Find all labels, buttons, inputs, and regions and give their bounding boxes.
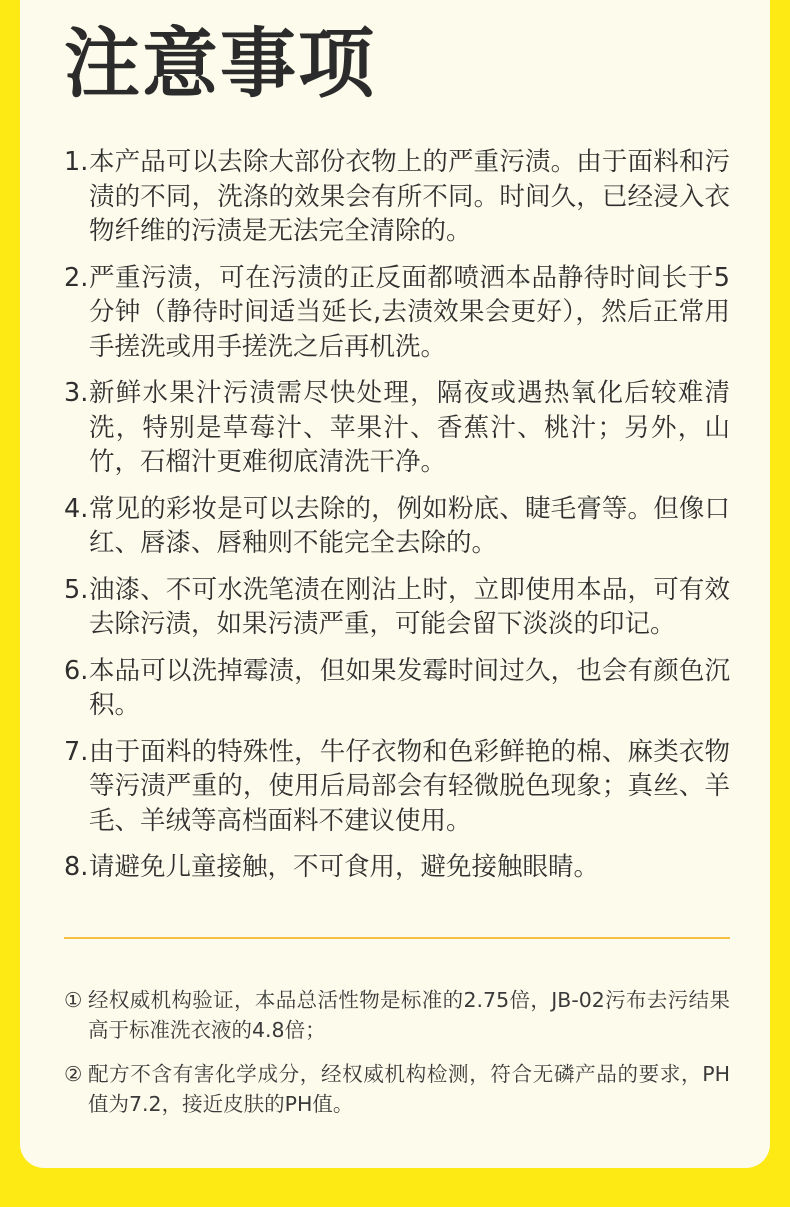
note-text: 本产品可以去除大部份衣物上的严重污渍。由于面料和污渍的不同，洗涤的效果会有所不同。时间久，已经浸入衣物纤维的污渍是无法完全清除的。 xyxy=(89,147,730,246)
notes-list xyxy=(64,145,730,897)
footnote-item xyxy=(64,985,730,1045)
note-number: 2. xyxy=(64,262,89,293)
note-text: 本品可以洗掉霉渍，但如果发霉时间过久，也会有颜色沉积。 xyxy=(89,655,730,720)
note-item xyxy=(64,654,730,723)
note-number: 6. xyxy=(64,655,89,686)
footnote-text: 经权威机构验证，本品总活性物是标准的2.75倍，JB-02污布去污结果高于标准洗衣液的4.8倍； xyxy=(88,988,730,1042)
note-number: 1. xyxy=(64,147,89,177)
note-number: 8. xyxy=(64,852,89,882)
note-text: 新鲜水果汁污渍需尽快处理，隔夜或遇热氧化后较难清洗，特别是草莓汁、苹果汁、香蕉汁、桃汁；另外，山竹，石榴汁更难彻底清洗干净。 xyxy=(89,378,730,477)
note-text: 油漆、不可水洗笔渍在刚沾上时，立即使用本品，可有效去除污渍，如果污渍严重，可能会留下淡淡的印记。 xyxy=(89,574,730,639)
section-divider xyxy=(64,937,730,939)
note-number: 5. xyxy=(64,574,89,605)
note-number: 3. xyxy=(64,378,89,408)
note-text: 严重污渍，可在污渍的正反面都喷洒本品静待时间长于5分钟（静待时间适当延长,去渍效果会更好），然后正常用手搓洗或用手搓洗之后再机洗。 xyxy=(89,262,730,362)
note-number: 7. xyxy=(64,736,89,767)
footnote-mark: ② xyxy=(64,1062,83,1086)
footnote-mark: ① xyxy=(64,988,83,1012)
page-title: 注意事项 xyxy=(64,19,376,108)
footnotes-list xyxy=(64,985,730,1133)
note-item xyxy=(64,261,730,365)
note-number: 4. xyxy=(64,493,89,524)
note-item xyxy=(64,850,730,885)
note-item xyxy=(64,376,730,480)
note-text: 常见的彩妆是可以去除的，例如粉底、睫毛膏等。但像口红、唇漆、唇釉则不能完全去除的。 xyxy=(89,493,730,558)
footnote-item xyxy=(64,1059,730,1119)
content-card xyxy=(20,0,770,1168)
footnote-text: 配方不含有害化学成分，经权威机构检测，符合无磷产品的要求，PH值为7.2，接近皮肤的PH值。 xyxy=(88,1062,730,1116)
note-text: 由于面料的特殊性，牛仔衣物和色彩鲜艳的棉、麻类衣物等污渍严重的，使用后局部会有轻微脱色现象；真丝、羊毛、羊绒等高档面料不建议使用。 xyxy=(89,736,730,836)
note-text: 请避免儿童接触，不可食用，避免接触眼睛。 xyxy=(89,852,600,882)
note-item xyxy=(64,145,730,249)
note-item xyxy=(64,735,730,839)
note-item xyxy=(64,573,730,642)
note-item xyxy=(64,492,730,561)
